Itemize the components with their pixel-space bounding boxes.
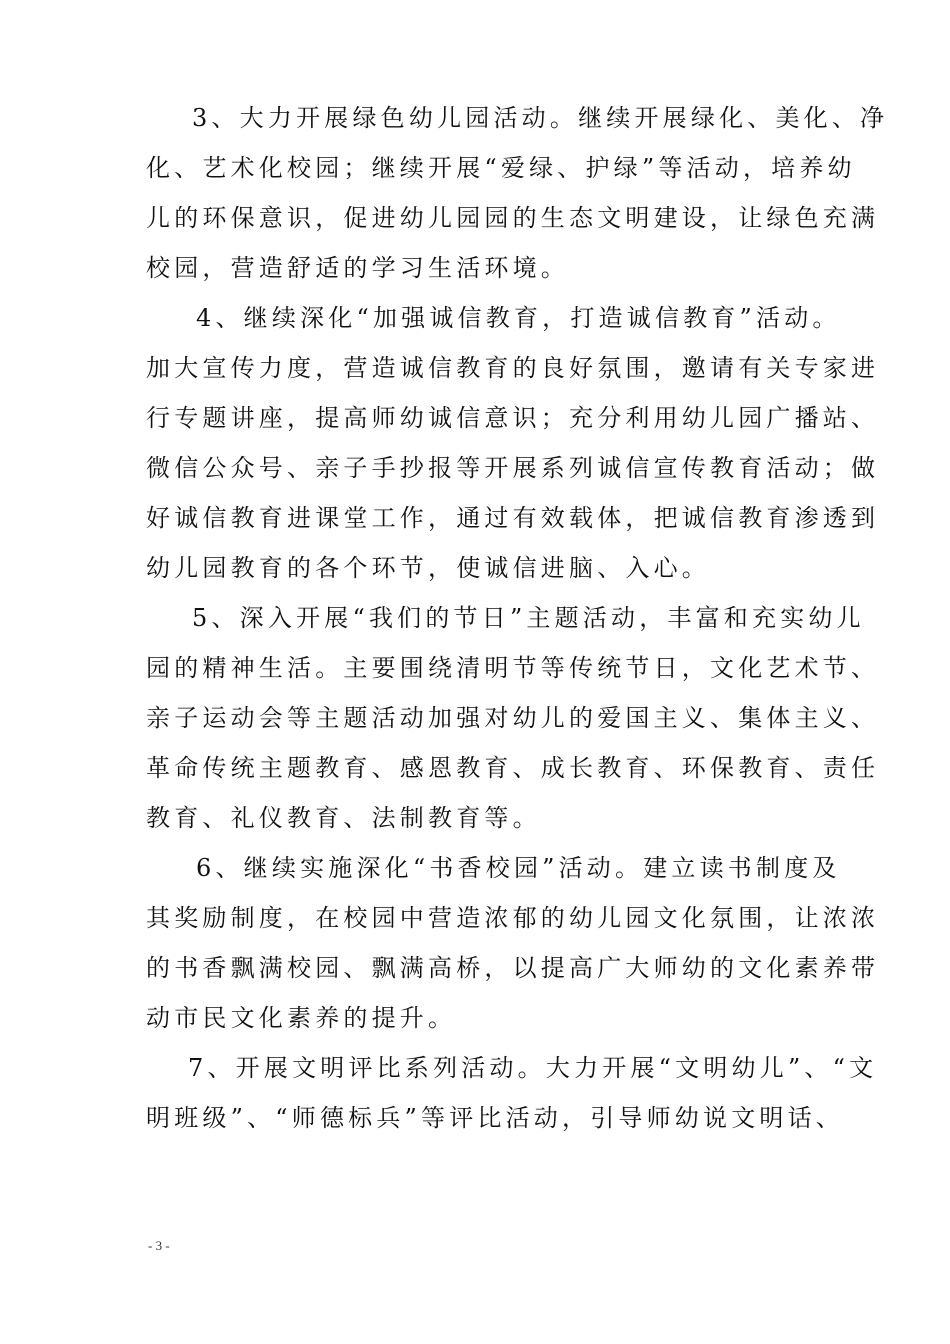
paragraph-5-line-1: 5、深入开展“我们的节日”主题活动，丰富和充实幼儿 bbox=[192, 604, 865, 632]
paragraph-4-line-3: 行专题讲座，提高师幼诚信意识；充分利用幼儿园广播站、 bbox=[146, 404, 880, 432]
paragraph-6-line-1: 6、继续实施深化“书香校园”活动。建立读书制度及 bbox=[196, 854, 841, 882]
paragraph-4-line-2: 加大宣传力度，营造诚信教育的良好氛围，邀请有关专家进 bbox=[146, 354, 880, 382]
paragraph-3-line-2: 化、艺术化校园；继续开展“爱绿、护绿”等活动，培养幼 bbox=[146, 154, 856, 182]
paragraph-7-line-2: 明班级”、“师德标兵”等评比活动，引导师幼说文明话、 bbox=[146, 1104, 845, 1132]
paragraph-6-line-4: 动市民文化素养的提升。 bbox=[146, 1004, 457, 1032]
paragraph-7-line-1: 7、开展文明评比系列活动。大力开展“文明幼儿”、“文 bbox=[188, 1054, 878, 1082]
page-number: - 3 - bbox=[148, 1238, 170, 1253]
paragraph-5-line-4: 革命传统主题教育、感恩教育、成长教育、环保教育、责任 bbox=[146, 754, 880, 782]
paragraph-3-line-4: 校园，营造舒适的学习生活环境。 bbox=[146, 254, 569, 282]
paragraph-5-line-2: 园的精神生活。主要围绕清明节等传统节日，文化艺术节、 bbox=[146, 654, 880, 682]
paragraph-4-line-1: 4、继续深化“加强诚信教育，打造诚信教育”活动。 bbox=[196, 304, 841, 332]
paragraph-5-line-3: 亲子运动会等主题活动加强对幼儿的爱国主义、集体主义、 bbox=[146, 704, 880, 732]
paragraph-4-line-5: 好诚信教育进课堂工作，通过有效载体，把诚信教育渗透到 bbox=[146, 504, 880, 532]
paragraph-4-line-6: 幼儿园教育的各个环节，使诚信进脑、入心。 bbox=[146, 554, 710, 582]
paragraph-3-line-3: 儿的环保意识，促进幼儿园园的生态文明建设，让绿色充满 bbox=[146, 204, 880, 232]
paragraph-3-line-1: 3、大力开展绿色幼儿园活动。继续开展绿化、美化、净 bbox=[192, 104, 889, 132]
paragraph-5-line-5: 教育、礼仪教育、法制教育等。 bbox=[146, 804, 541, 832]
paragraph-4-line-4: 微信公众号、亲子手抄报等开展系列诚信宣传教育活动；做 bbox=[146, 454, 880, 482]
paragraph-6-line-2: 其奖励制度，在校园中营造浓郁的幼儿园文化氛围，让浓浓 bbox=[146, 904, 880, 932]
paragraph-6-line-3: 的书香飘满校园、飘满高桥，以提高广大师幼的文化素养带 bbox=[146, 954, 880, 982]
